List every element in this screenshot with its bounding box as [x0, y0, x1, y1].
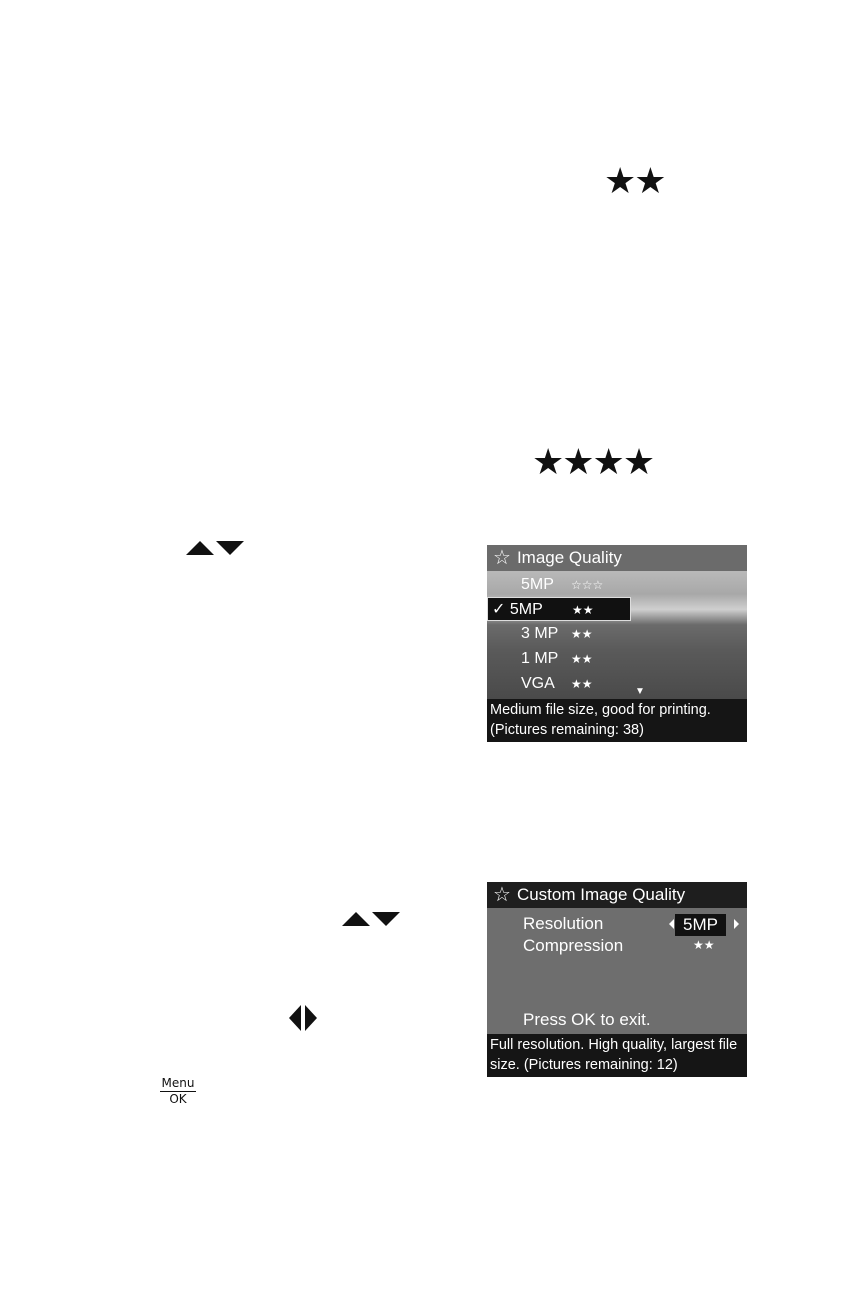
checkmark-icon: ✓: [492, 601, 506, 618]
list-item-selected[interactable]: [487, 597, 631, 621]
left-arrow-icon: [289, 1005, 301, 1031]
star-outline-icon: ☆: [493, 884, 511, 906]
screen-title-bar: [487, 882, 747, 908]
custom-settings: [487, 908, 747, 1034]
two-stars-icon: ★★: [604, 161, 665, 202]
up-down-arrows-icon: [186, 541, 244, 555]
resolution-value[interactable]: 5MP: [675, 914, 726, 936]
screen-footer: [487, 1034, 747, 1077]
menu-ok-button-icon: [160, 1076, 196, 1106]
list-item[interactable]: [487, 647, 593, 671]
down-arrow-icon: [216, 541, 244, 555]
exit-hint: Press OK to exit.: [523, 1010, 651, 1029]
quality-stars: ★★: [572, 603, 594, 617]
left-right-arrows-icon: [289, 1005, 317, 1031]
screen-title-bar: [487, 545, 747, 571]
menu-label: Menu: [161, 1076, 195, 1090]
resolution-label: Resolution: [523, 914, 604, 933]
footer-line-2: size. (Pictures remaining: 12): [490, 1057, 678, 1073]
screen-title: Image Quality: [516, 548, 622, 567]
up-arrow-icon: [186, 541, 214, 555]
resolution-label: 3 MP: [521, 625, 559, 642]
up-down-arrows-icon: [342, 912, 400, 926]
star-outline-icon: ☆: [493, 547, 511, 569]
scroll-down-icon: ▼: [635, 686, 645, 697]
screen-title: Custom Image Quality: [516, 885, 686, 904]
resolution-label: ✓ 5MP: [492, 601, 543, 618]
list-item[interactable]: [487, 672, 593, 696]
resolution-label: 5MP: [521, 576, 554, 593]
right-arrow-icon: [305, 1005, 317, 1031]
quality-stars: ★★: [571, 677, 593, 691]
compression-label: Compression: [523, 936, 624, 955]
down-arrow-icon: [372, 912, 400, 926]
four-stars-icon: ★★★★: [532, 442, 654, 483]
up-arrow-icon: [342, 912, 370, 926]
right-small-arrow-icon[interactable]: [734, 919, 739, 929]
resolution-label: VGA: [521, 675, 555, 692]
list-item[interactable]: [487, 573, 603, 597]
footer-line-1: Full resolution. High quality, largest file: [490, 1037, 738, 1053]
resolution-label: 1 MP: [521, 650, 559, 667]
list-item[interactable]: [487, 622, 593, 646]
custom-image-quality-screen: [487, 882, 747, 1077]
left-small-arrow-icon[interactable]: [669, 919, 674, 929]
footer-line-1: Medium file size, good for printing.: [490, 702, 711, 718]
quality-stars: ★★: [571, 652, 593, 666]
ok-label: OK: [169, 1092, 187, 1106]
footer-line-2: (Pictures remaining: 38): [490, 722, 644, 738]
quality-list: [487, 571, 747, 699]
quality-stars: ☆☆☆: [571, 578, 604, 592]
compression-value[interactable]: ★★: [693, 938, 715, 952]
screen-footer: [487, 699, 747, 742]
image-quality-screen: [487, 545, 747, 742]
quality-stars: ★★: [571, 627, 593, 641]
